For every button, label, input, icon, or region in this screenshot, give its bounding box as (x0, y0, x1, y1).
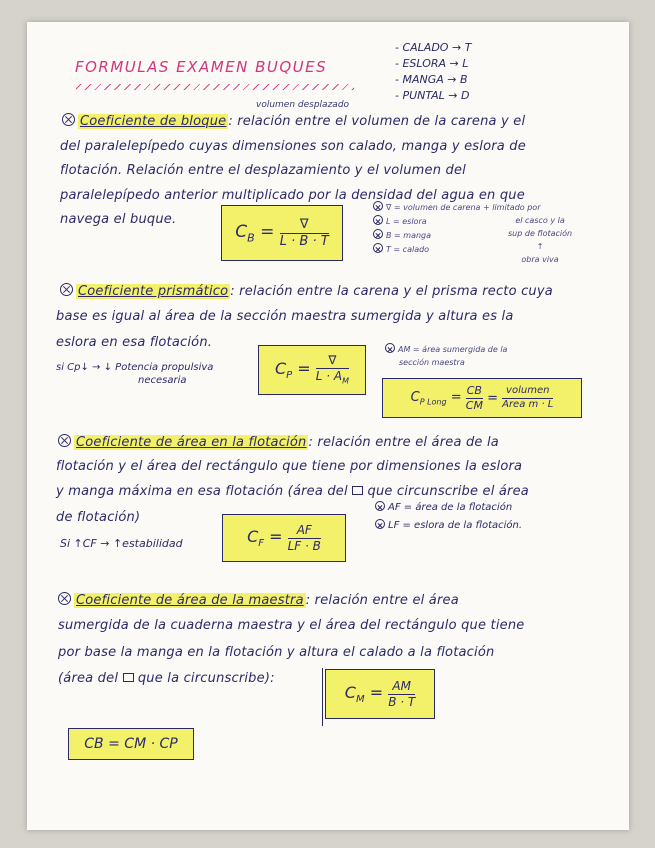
title-underline (76, 84, 354, 90)
legend-item: - ESLORA → L (395, 57, 469, 70)
bullet-icon (60, 283, 73, 296)
block-line-5: navega el buque. (60, 212, 177, 227)
formula-bracket-line (322, 668, 323, 726)
midship-coefficient-formula: $C_M$ = $\frac{AM}{B \cdot T}$ (325, 669, 435, 719)
bullet-icon (385, 343, 395, 353)
block-definitions: ∇ = volumen de carena + limitado por L = eslora B = manga T = calado (373, 201, 540, 257)
final-relation-formula: CB = CM · CP (68, 728, 194, 760)
bullet-icon (58, 592, 71, 605)
prismatic-coefficient-heading: Coeficiente prismático (78, 284, 229, 299)
block-coefficient-formula: $C_B$ = $\frac{\nabla}{L \cdot B \cdot T}$ (221, 205, 343, 261)
prismatic-long-formula: $C_{P Long}$ = $\frac{CB}{CM}$ = $\frac{\text{volumen}}{\text{Area m · L}}$ (382, 378, 582, 418)
legend-item: - MANGA → B (395, 73, 468, 86)
block-line-3: flotación. Relación entre el desplazamiento y el volumen del (60, 163, 466, 178)
bullet-icon (62, 113, 75, 126)
prismatic-line-3: eslora en esa flotación. (56, 335, 213, 350)
block-side-note: el casco y la sup de flotación ↑ obra viva (508, 216, 573, 264)
bullet-icon (58, 434, 71, 447)
legend-item: - PUNTAL → D (395, 89, 470, 102)
prismatic-si-note: si Cp↓ → ↓ Potencia propulsiva necesaria (56, 362, 214, 386)
page-title: FORMULAS EXAMEN BUQUES (75, 58, 328, 76)
legend-item: - CALADO → T (395, 41, 472, 54)
bullet-icon (375, 501, 385, 511)
dimension-legend (395, 40, 471, 104)
midship-line-3: por base la manga en la flotación y altura el calado a la flotación (58, 645, 495, 660)
block-line-2: del paralelepípedo cuyas dimensiones son calado, manga y eslora de (60, 139, 526, 154)
prismatic-coefficient-formula: $C_P$ = $\frac{\nabla}{L \cdot A_M}$ (258, 345, 366, 395)
bullet-icon (373, 215, 383, 225)
flotation-line-2: flotación y el área del rectángulo que tiene por dimensiones la eslora (56, 459, 523, 474)
flotation-line-3: y manga máxima en esa flotación (área del que circunscribe el área (56, 484, 529, 499)
flotation-definitions: AF = área de la flotación LF = eslora de la flotación. (375, 499, 522, 535)
displaced-volume-note: volumen desplazado (256, 100, 350, 110)
rectangle-icon (123, 673, 134, 682)
bullet-icon (373, 201, 383, 211)
prismatic-line-2: base es igual al área de la sección maestra sumergida y altura es la (56, 309, 514, 324)
block-line-4: paralelepípedo anterior multiplicado por la densidad del agua en que (60, 188, 525, 203)
midship-coefficient-heading: Coeficiente de área de la maestra (76, 593, 304, 608)
prismatic-definitions: AM = área sumergida de la sección maestra (385, 343, 507, 369)
block-coefficient-heading: Coeficiente de bloque (80, 114, 227, 129)
midship-line-2: sumergida de la cuaderna maestra y el área del rectángulo que tiene (58, 618, 525, 633)
prismatic-coefficient-line-1: Coeficiente prismático : relación entre la carena y el prisma recto cuya (60, 283, 553, 299)
block-coefficient-line-1: Coeficiente de bloque : relación entre el volumen de la carena y el (62, 113, 525, 129)
flotation-coefficient-formula: $C_F$ = $\frac{AF}{LF \cdot B}$ (222, 514, 346, 562)
midship-line-4: (área del que la circunscribe): (58, 671, 275, 686)
flotation-si-note: Si ↑CF → ↑estabilidad (60, 537, 183, 550)
flotation-coefficient-heading: Coeficiente de área en la flotación (76, 435, 307, 450)
flotation-line-4: de flotación) (56, 510, 141, 525)
bullet-icon (373, 243, 383, 253)
bullet-icon (375, 519, 385, 529)
midship-coefficient-line-1: Coeficiente de área de la maestra : relación entre el área (58, 592, 459, 608)
flotation-coefficient-line-1: Coeficiente de área en la flotación : relación entre el área de la (58, 434, 499, 450)
bullet-icon (373, 229, 383, 239)
rectangle-icon (352, 486, 363, 495)
